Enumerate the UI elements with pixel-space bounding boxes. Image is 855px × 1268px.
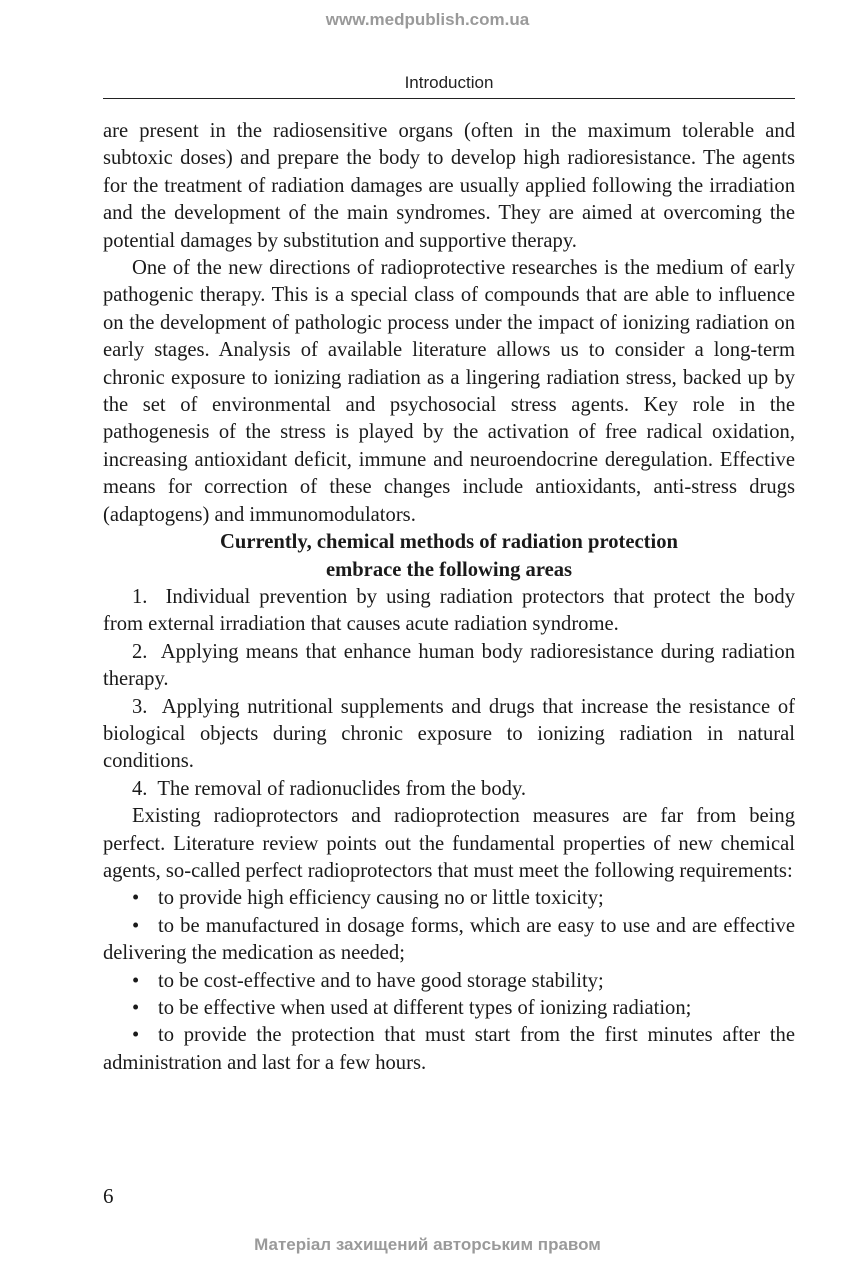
section-heading-line-1: Currently, chemical methods of radiation protection: [220, 531, 678, 554]
numbered-item-text: Individual prevention by using radiation protectors that protect the body from external irradiation that causes acute radiation syndrome.: [103, 585, 795, 636]
bullet-item: [103, 995, 795, 1022]
header-rule: [103, 98, 795, 99]
numbered-item: [103, 584, 795, 639]
bullet-item: [103, 913, 795, 968]
bullet-text: to provide high efficiency causing no or little toxicity;: [158, 887, 604, 910]
numbered-item-number: 1.: [132, 585, 148, 608]
paragraph-requirements-intro: Existing radioprotectors and radioprotection measures are far from being perfect. Literature review points out the fundamental properties of new chemical agents, so-called perfect radioprotectors that must meet the following requirements:: [103, 805, 795, 882]
bullet-icon: •: [132, 997, 140, 1019]
numbered-item-number: 4.: [132, 777, 148, 800]
bullet-icon: •: [132, 1024, 140, 1047]
numbered-item: [103, 776, 795, 803]
bullet-icon: •: [132, 969, 140, 992]
page-body: [103, 118, 795, 1077]
section-heading-line-2: embrace the following areas: [325, 558, 573, 581]
numbered-item: [103, 694, 795, 776]
numbered-item-text: The removal of radionuclides from the body.: [157, 777, 527, 800]
bullet-item: [103, 885, 795, 912]
bullet-text: to be cost-effective and to have good storage stability;: [158, 969, 604, 992]
numbered-item-number: 3.: [132, 695, 148, 718]
bullet-text: to be manufactured in dosage forms, which are easy to use and are effective delivering the medication as needed;: [103, 914, 795, 965]
section-heading: [103, 529, 795, 584]
watermark-url: www.medpublish.com.ua: [325, 10, 530, 29]
numbered-item: [103, 639, 795, 694]
numbered-item-number: 2.: [132, 640, 148, 663]
bullet-text: to be effective when used at different types of ionizing radiation;: [158, 997, 692, 1019]
bullet-item: [103, 968, 795, 995]
running-head: Introduction: [404, 73, 494, 92]
bullet-text: to provide the protection that must start from the first minutes after the administration and last for a few hours.: [103, 1024, 795, 1074]
bullet-icon: •: [132, 887, 140, 910]
numbered-item-text: Applying nutritional supplements and drugs that increase the resistance of biological objects during chronic exposure to ionizing radiation in natural conditions.: [103, 695, 795, 773]
page-number: 6: [103, 1184, 114, 1208]
copyright-watermark: Матеріал захищений авторським правом: [254, 1235, 601, 1254]
paragraph-early-pathogenic-therapy: One of the new directions of radioprotective researches is the medium of early pathogenic therapy. This is a special class of compounds that are able to influence on the development of pathologic process under the impact of ionizing radiation on early stages. Analysis of available literature allows us to consider a long-term chronic exposure to ionizing radiation as a lingering radiation stress, backed up by the set of environmental and psychosocial stress agents. Key role in the pathogenesis of the stress is played by the activation of free radical oxidation, increasing antioxidant deficit, immune and neuroendocrine deregulation. Effective means for correction of these changes include antioxidants, anti-stress drugs (adaptogens) and immunomodulators.: [103, 257, 795, 526]
paragraph-continued: are present in the radiosensitive organs (often in the maximum tolerable and subtoxic doses) and prepare the body to develop high radioresistance. The agents for the treatment of radiation damages are usually applied following the irradiation and the development of the main syndromes. They are aimed at overcoming the potential damages by substitution and supportive therapy.: [103, 120, 795, 252]
numbered-item-text: Applying means that enhance human body radioresistance during radiation therapy.: [103, 640, 795, 691]
bullet-item: [103, 1022, 795, 1077]
bullet-icon: •: [132, 914, 140, 937]
